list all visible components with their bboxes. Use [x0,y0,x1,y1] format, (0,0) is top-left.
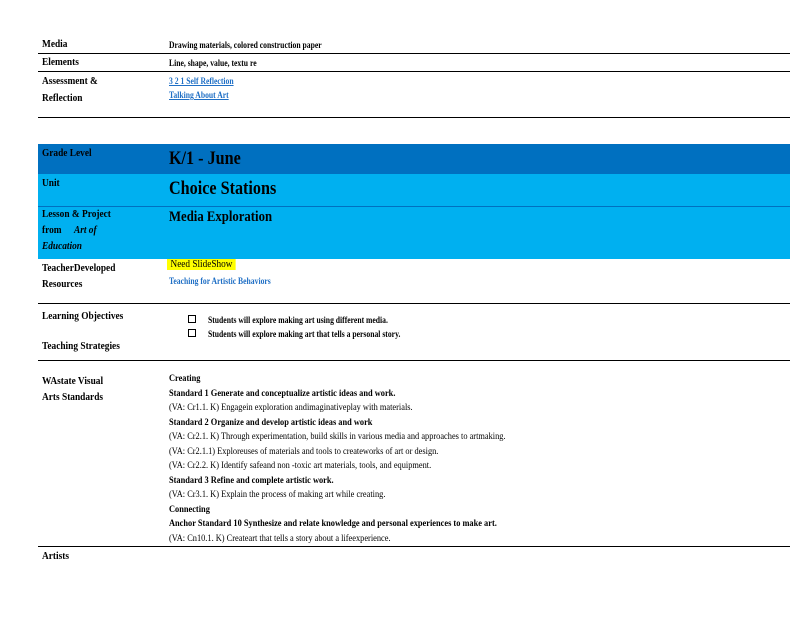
standard-line: (VA: Cn10.1. K) Createart that tells a story about a lifeexperience. [169,533,391,544]
standard-line: (VA: Cr3.1. K) Explain the process of making art while creating. [169,490,386,500]
lesson-label-from: from [42,224,62,236]
lesson-value: Media Exploration [169,209,273,225]
slideshow-note [167,259,236,270]
standard-line: (VA: Cr2.1. K) Through experimentation, build skills in various media and approaches to artmaking. [169,432,506,442]
standard-heading: Standard 1 Generate and conceptualize artistic ideas and work. [169,388,396,399]
divider [38,71,790,72]
unit-label: Unit [42,177,60,189]
unit-row [38,174,790,206]
grade-level-row [38,144,790,174]
divider [38,53,790,54]
divider [38,117,790,118]
self-reflection-link[interactable]: 3 2 1 Self Reflection [169,76,234,86]
objective-text: Students will explore making art using different media. [208,315,388,325]
lesson-label: Lesson & Project [42,208,111,220]
objectives-label: Learning Objectives [42,310,124,322]
lesson-row [38,206,790,259]
artists-label: Artists [42,550,70,562]
divider [38,303,790,304]
objective-item [188,324,434,342]
standards-label-2: Arts Standards [42,391,104,403]
standard-line: (VA: Cr2.2. K) Identify safeand non -toxic art materials, tools, and equipment. [169,461,432,471]
standards-label: WAstate Visual [42,375,104,387]
objective-text: Students will explore making art that tells a personal story. [208,329,401,339]
unit-value: Choice Stations [169,178,277,199]
elements-value: Line, shape, value, textu re [169,58,257,68]
media-label: Media [42,38,68,50]
standard-heading: Standard 3 Refine and complete artistic work. [169,475,334,486]
standard-heading: Connecting [169,504,210,515]
teaching-artistic-behaviors-link[interactable]: Teaching for Artistic Behaviors [169,276,271,286]
lesson-label-source: Art of [74,224,97,236]
divider [38,360,790,361]
strategies-label: Teaching Strategies [42,340,120,352]
lesson-label-education: Education [42,240,83,252]
standard-line: (VA: Cr1.1. K) Engagein exploration andimaginativeplay with materials. [169,403,413,413]
talking-about-art-link[interactable]: Talking About Art [169,90,229,100]
resources-label-2: Resources [42,278,83,290]
standard-heading: Anchor Standard 10 Synthesize and relate knowledge and personal experiences to make art. [169,519,497,529]
checkbox-icon [188,329,196,337]
standard-heading: Creating [169,374,201,384]
standard-line: (VA: Cr2.1.1) Exploreuses of materials and tools to createworks of art or design. [169,446,439,457]
resources-label: TeacherDeveloped [42,262,116,274]
grade-level-label: Grade Level [42,147,92,159]
elements-label: Elements [42,56,79,68]
standard-heading: Standard 2 Organize and develop artistic ideas and work [169,417,373,428]
checkbox-icon [188,315,196,323]
media-value: Drawing materials, colored construction paper [169,40,322,50]
divider [38,546,790,547]
highlight-text: Need SlideShow [167,259,236,270]
assessment-label: Assessment & [42,75,98,87]
grade-level-value: K/1 - June [169,148,241,169]
assessment-label-2: Reflection [42,92,83,104]
